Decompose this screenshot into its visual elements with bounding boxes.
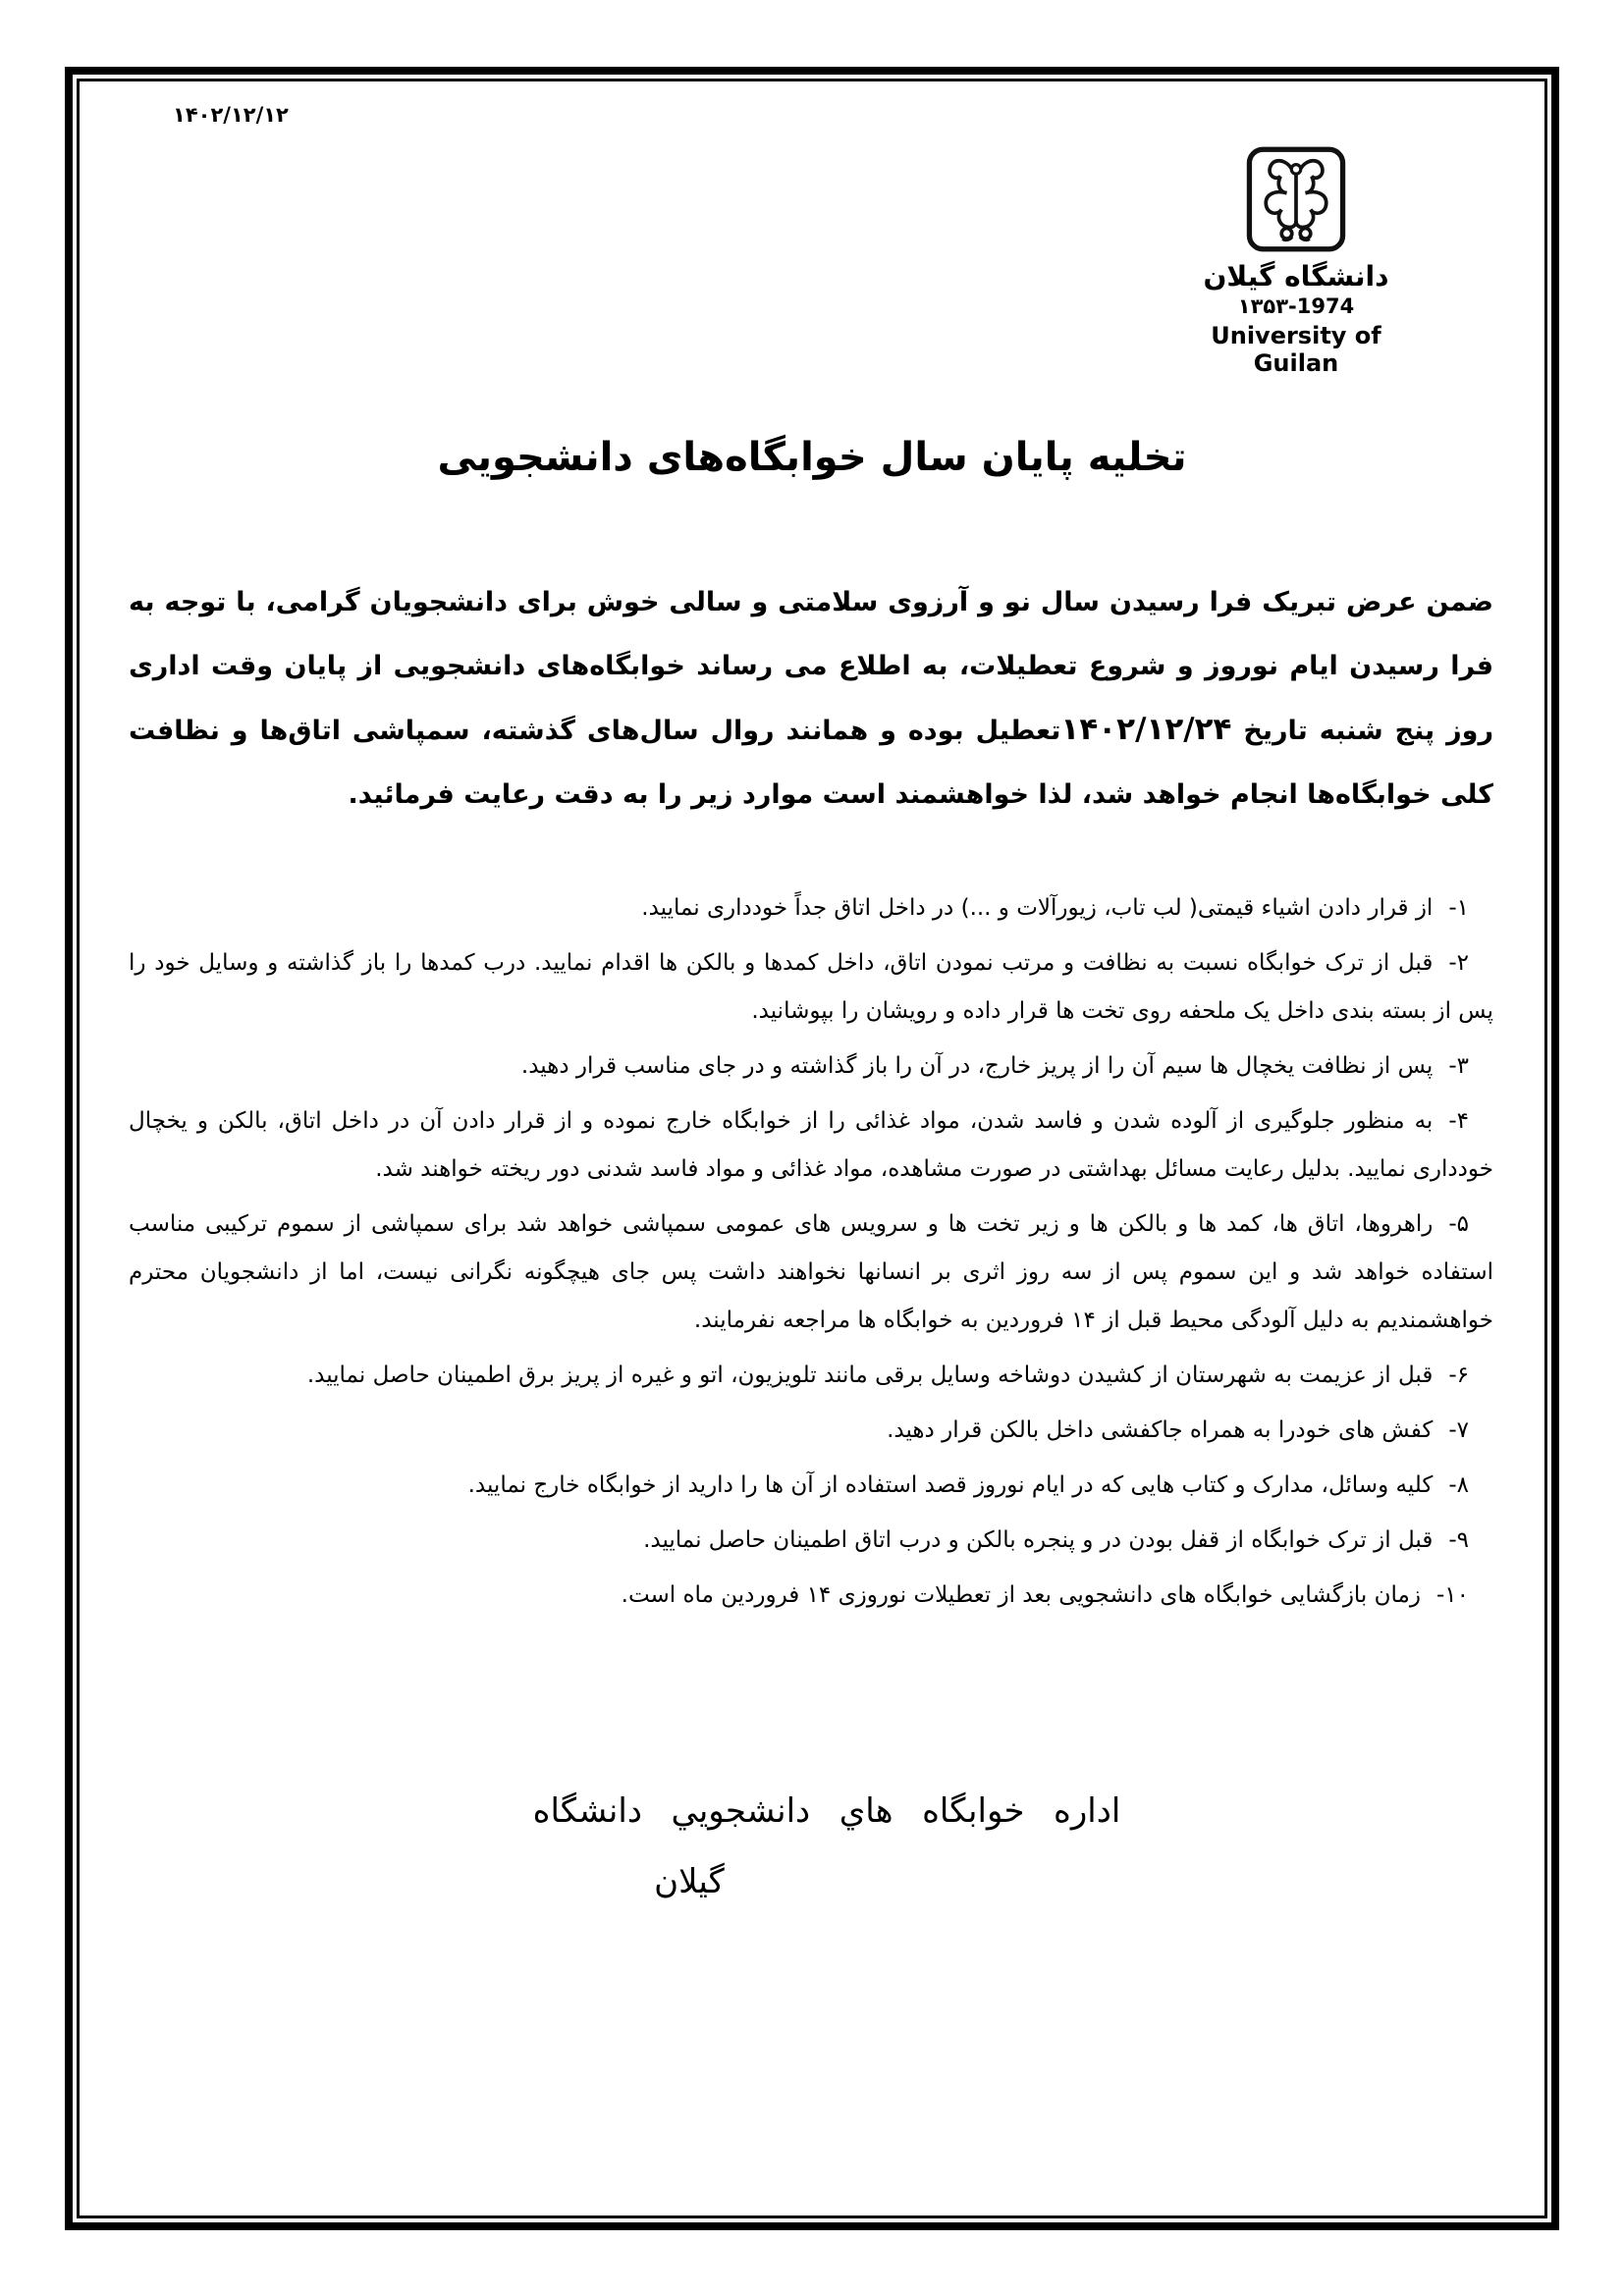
list-item — [129, 1407, 1493, 1455]
university-logo — [1173, 144, 1419, 377]
closure-date: ۱۴۰۲/۱۲/۲۴ — [1060, 712, 1232, 747]
list-item — [129, 1572, 1493, 1620]
item-number: ۸- — [1448, 1472, 1469, 1498]
signature-office-name-line2: گيلان — [654, 1862, 725, 1901]
list-item — [129, 884, 1493, 933]
page-border-inner-rule — [77, 79, 1547, 2218]
intro-text-part2: تعطیل بوده و همانند روال سال‌های گذشته، سمپاشی اتاق‌ها و نظافت کلی خوابگاه‌ها انجام خواهد شد، لذا خواهشمند است موارد زیر را به دقت رعایت فرمائید. — [129, 716, 1493, 810]
page-content — [80, 81, 1544, 2216]
item-number: ۴- — [1448, 1108, 1469, 1134]
item-text: کفش های خودرا به همراه جاکفشی داخل بالکن قرار دهید. — [887, 1417, 1434, 1443]
item-text: قبل از ترک خوابگاه نسبت به نظافت و مرتب نمودن اتاق، داخل کمدها و بالکن ها اقدام نمایید. درب کمدها را باز گذاشته و وسایل خود را پس از بسته بندی داخل یک ملحفه روی تخت ها قرار داده و رویشان را بپوشانید. — [129, 950, 1493, 1024]
university-name-fa: دانشگاه گیلان — [1203, 260, 1389, 293]
list-item — [129, 1462, 1493, 1510]
item-number: ۳- — [1448, 1053, 1469, 1079]
intro-text-part1: ضمن عرض تبریک فرا رسیدن سال نو و آرزوی سلامتی و سالی خوش برای دانشجویان گرامی، با توجه به فرا رسیدن ایام نوروز و شروع تعطیلات، به اطلاع می رساند خوابگاه‌های دانشجویی از پایان وقت اداری روز پنج شنبه تاریخ — [129, 587, 1493, 746]
item-number: ۹- — [1448, 1527, 1469, 1553]
intro-paragraph — [129, 570, 1493, 827]
list-item — [129, 939, 1493, 1036]
item-number: ۱- — [1448, 895, 1469, 921]
item-number: ۱۰- — [1435, 1582, 1469, 1608]
document-date: ۱۴۰۲/۱۲/۱۲ — [173, 103, 289, 127]
university-emblem-icon — [1244, 144, 1348, 254]
item-number: ۶- — [1448, 1362, 1469, 1388]
university-founding-years: ۱۳۵۳-1974 — [1237, 294, 1355, 318]
list-item — [129, 1201, 1493, 1345]
signature-office-name: اداره خوابگاه هاي دانشجويي دانشگاه — [532, 1791, 1121, 1831]
item-number: ۵- — [1448, 1211, 1469, 1237]
list-item — [129, 1352, 1493, 1400]
item-text: از قرار دادن اشیاء قیمتی( لب تاب، زیورآلات و ...) در داخل اتاق جداً خودداری نمایید. — [641, 895, 1434, 921]
item-number: ۲- — [1448, 950, 1469, 976]
list-item — [129, 1097, 1493, 1194]
signature-block — [217, 1776, 1436, 1917]
item-text: زمان بازگشایی خوابگاه های دانشجویی بعد از تعطیلات نوروزی ۱۴ فروردین ماه است. — [621, 1582, 1421, 1608]
page-border-frame — [65, 67, 1559, 2230]
item-text: کلیه وسائل، مدارک و کتاب هایی که در ایام نوروز قصد استفاده از آن ها را دارید از خوابگاه خارج نمایید. — [467, 1472, 1434, 1498]
item-text: قبل از عزیمت به شهرستان از کشیدن دوشاخه وسایل برقی مانند تلویزیون، اتو و غیره از پریز برق اطمینان حاصل نمایید. — [306, 1362, 1434, 1388]
item-text: راهروها، اتاق ها، کمد ها و بالکن ها و زیر تخت ها و سرویس های عمومی سمپاشی خواهد شد برای سمپاشی از سموم ترکیبی مناسب استفاده خواهد شد و این سموم پس از سه روز اثری بر انسانها نخواهند داشت پس جای هیچگونه نگرانی نیست، اما از دانشجویان محترم خواهشمندیم به دلیل آلودگی محیط قبل از ۱۴ فروردین به خوابگاه ها مراجعه نفرمایند. — [129, 1211, 1493, 1333]
document-title: تخلیه پایان سال خوابگاه‌های دانشجویی — [437, 435, 1187, 480]
item-text: پس از نظافت یخچال ها سیم آن را از پریز خارج، در آن را باز گذاشته و در جای مناسب قرار دهید. — [520, 1053, 1434, 1079]
list-item — [129, 1042, 1493, 1091]
item-text: قبل از ترک خوابگاه از قفل بودن در و پنجره بالکن و درب اتاق اطمینان حاصل نمایید. — [643, 1527, 1434, 1553]
item-text: به منظور جلوگیری از آلوده شدن و فاسد شدن، مواد غذائی را از خوابگاه خارج نموده و از قرار دادن آن در داخل اتاق، بالکن و یخچال خودداری نمایید. بدلیل رعایت مسائل بهداشتی در صورت مشاهده، مواد غذائی و مواد فاسد شدنی دور ریخته خواهند شد. — [129, 1108, 1493, 1182]
item-number: ۷- — [1448, 1417, 1469, 1443]
university-name-en: University of Guilan — [1211, 322, 1381, 377]
rules-list — [129, 884, 1493, 1627]
list-item — [129, 1517, 1493, 1565]
